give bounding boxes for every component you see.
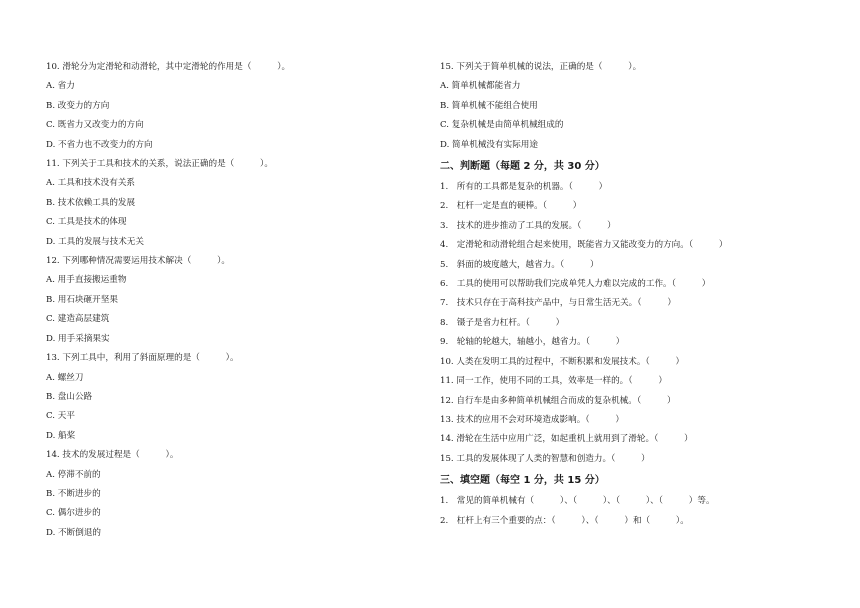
question-text: 1. 常见的简单机械有（ ）、（ ）、（ ）、（ ）等。 (440, 496, 715, 507)
right-column (440, 58, 840, 531)
answer-option: A. 用手直接搬运重物 (46, 275, 127, 286)
answer-option: D. 不省力也不改变力的方向 (46, 139, 153, 150)
answer-option: D. 船桨 (46, 430, 76, 441)
answer-option: C. 既省力又改变力的方向 (46, 120, 144, 131)
answer-option: B. 改变力的方向 (46, 100, 110, 111)
question-text: 2. 杠杆一定是直的硬棒。（ ） (440, 201, 582, 212)
answer-option: D. 用手采摘果实 (46, 333, 110, 344)
question-text: 5. 斜面的坡度越大，越省力。（ ） (440, 259, 599, 270)
question-text: 10. 人类在发明工具的过程中，不断积累和发展技术。（ ） (440, 356, 685, 367)
question-text: 1. 所有的工具都是复杂的机器。（ ） (440, 182, 608, 193)
answer-option: A. 简单机械都能省力 (440, 81, 521, 92)
question-text: 12. 下列哪种情况需要运用技术解决（ ）。 (46, 256, 230, 267)
answer-option: A. 停滞不前的 (46, 469, 101, 480)
answer-option: B. 技术依赖工具的发展 (46, 197, 136, 208)
question-text: 11. 下列关于工具和技术的关系，说法正确的是（ ）。 (46, 159, 273, 170)
answer-option: C. 复杂机械是由简单机械组成的 (440, 120, 564, 131)
question-text: 11. 同一工作，使用不同的工具，效率是一样的。（ ） (440, 376, 667, 387)
answer-option: D. 不断倒退的 (46, 527, 102, 538)
question-text: 10. 滑轮分为定滑轮和动滑轮，其中定滑轮的作用是（ ）。 (46, 62, 291, 72)
left-column (46, 58, 406, 543)
question-text: 9. 轮轴的轮越大，轴越小，越省力。（ ） (440, 337, 625, 348)
question-text: 7. 技术只存在于高科技产品中，与日常生活无关。（ ） (440, 298, 676, 309)
question-text: 6. 工具的使用可以帮助我们完成单凭人力难以完成的工作。（ ） (440, 279, 711, 290)
answer-option: D. 工具的发展与技术无关 (46, 236, 144, 247)
answer-option: A. 省力 (46, 81, 75, 92)
answer-option: C. 工具是技术的体现 (46, 217, 127, 228)
question-text: 14. 滑轮在生活中应用广泛，如起重机上就用到了滑轮。（ ） (440, 434, 693, 445)
section-heading: 二、判断题（每题 2 分，共 30 分） (440, 161, 605, 173)
answer-option: C. 天平 (46, 411, 75, 422)
answer-option: B. 简单机械不能组合使用 (440, 100, 538, 111)
answer-option: B. 用石块砸开坚果 (46, 294, 118, 305)
question-text: 8. 镊子是省力杠杆。（ ） (440, 317, 565, 328)
answer-option: A. 工具和技术没有关系 (46, 178, 136, 189)
section-heading: 三、填空题（每空 1 分，共 15 分） (440, 475, 605, 487)
question-text: 15. 下列关于简单机械的说法，正确的是（ ）。 (440, 62, 642, 72)
answer-option: B. 盘山公路 (46, 391, 93, 402)
question-text: 15. 工具的发展体现了人类的智慧和创造力。（ ） (440, 453, 650, 464)
answer-option: B. 不断进步的 (46, 488, 101, 499)
answer-option: D. 简单机械没有实际用途 (440, 139, 538, 150)
question-text: 13. 下列工具中，利用了斜面原理的是（ ）。 (46, 353, 239, 364)
answer-option: A. 螺丝刀 (46, 372, 84, 383)
question-text: 3. 技术的进步推动了工具的发展。（ ） (440, 220, 616, 231)
answer-option: C. 建造高层建筑 (46, 314, 110, 325)
question-text: 14. 技术的发展过程是（ ）。 (46, 450, 179, 461)
answer-option: C. 偶尔进步的 (46, 508, 101, 519)
question-text: 12. 自行车是由多种简单机械组合而成的复杂机械。（ ） (440, 395, 676, 406)
question-text: 2. 杠杆上有三个重要的点：（ ）、（ ）和（ ）。 (440, 515, 689, 526)
question-text: 4. 定滑轮和动滑轮组合起来使用，既能省力又能改变力的方向。（ ） (440, 240, 728, 251)
question-text: 13. 技术的应用不会对环境造成影响。（ ） (440, 414, 624, 425)
